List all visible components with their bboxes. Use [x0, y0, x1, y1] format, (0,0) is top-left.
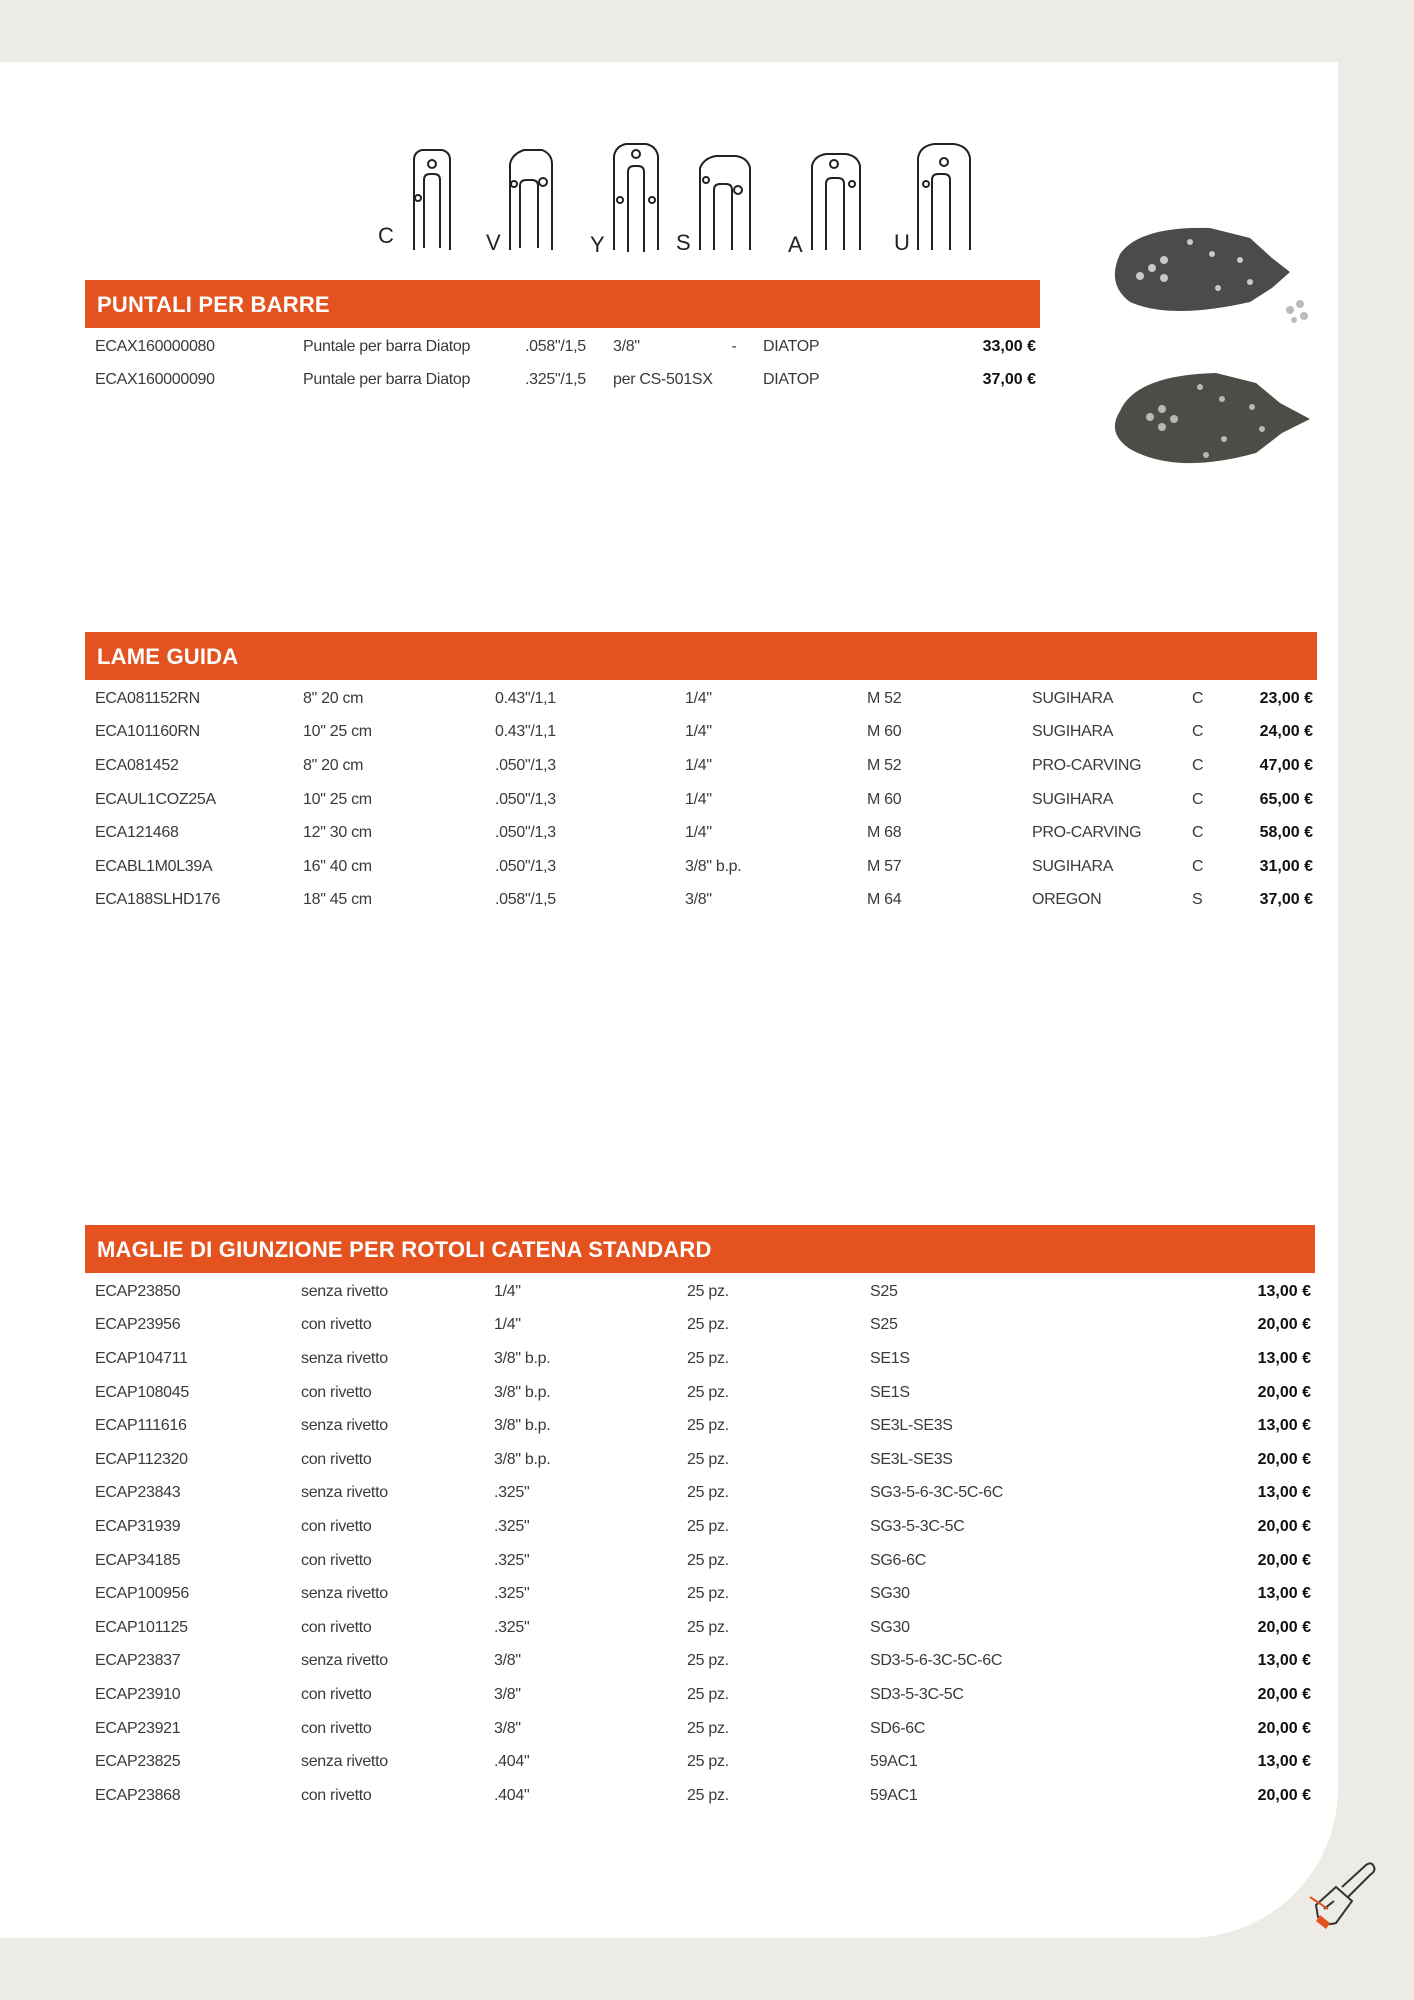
cell-type: C [1192, 756, 1204, 774]
cell-qty: 25 pz. [687, 1349, 729, 1367]
cell-brand: PRO-CARVING [1032, 756, 1142, 774]
cell-qty: 25 pz. [687, 1282, 729, 1300]
maglia-row [85, 1510, 1315, 1544]
cell-length: 8" 20 cm [303, 689, 364, 707]
cell-price: 37,00 € [982, 371, 1036, 389]
cell-code: ECAP23837 [95, 1652, 181, 1670]
maglia-row [85, 1376, 1315, 1410]
cell-gauge: .050"/1,3 [495, 857, 556, 875]
cell-chain: SD6-6C [870, 1719, 926, 1737]
diagram-label-a: A [788, 232, 803, 257]
cell-price: 13,00 € [1257, 1484, 1311, 1502]
cell-price: 20,00 € [1257, 1517, 1311, 1535]
lama-row [85, 884, 1317, 918]
cell-code: ECAP100956 [95, 1585, 189, 1603]
cell-links: M 57 [867, 857, 902, 875]
cell-price: 20,00 € [1257, 1685, 1311, 1703]
cell-length: 10" 25 cm [303, 790, 372, 808]
cell-qty: 25 pz. [687, 1383, 729, 1401]
cell-code: ECA188SLHD176 [95, 891, 221, 909]
cell-pitch: 3/8" [494, 1685, 521, 1703]
cell-pitch: 3/8" b.p. [494, 1417, 551, 1435]
cell-rivet: con rivetto [301, 1383, 372, 1401]
cell-pitch: 1/4" [494, 1282, 521, 1300]
diagram-label-c: C [378, 223, 394, 248]
cell-price: 13,00 € [1257, 1585, 1311, 1603]
cell-qty: 25 pz. [687, 1652, 729, 1670]
cell-chain: S25 [870, 1282, 898, 1300]
cell-price: 31,00 € [1259, 857, 1313, 875]
section-header-maglie: MAGLIE DI GIUNZIONE PER ROTOLI CATENA STANDARD [85, 1225, 1315, 1273]
cell-chain: SE3L-SE3S [870, 1450, 953, 1468]
cell-qty: 25 pz. [687, 1450, 729, 1468]
cell-qty: 25 pz. [687, 1517, 729, 1535]
cell-chain: SE3L-SE3S [870, 1417, 953, 1435]
cell-price: 20,00 € [1257, 1786, 1311, 1804]
puntali-row [85, 330, 1040, 364]
cell-price: 13,00 € [1257, 1417, 1311, 1435]
cell-rivet: con rivetto [301, 1719, 372, 1737]
maglia-row [85, 1745, 1315, 1779]
cell-pitch: .325" [494, 1618, 530, 1636]
cell-price: 13,00 € [1257, 1652, 1311, 1670]
cell-code: ECAP104711 [95, 1349, 188, 1367]
cell-rivet: con rivetto [301, 1517, 372, 1535]
cell-length: 10" 25 cm [303, 723, 372, 741]
cell-code: ECAP23910 [95, 1685, 181, 1703]
lama-row [85, 816, 1317, 850]
cell-brand: SUGIHARA [1032, 689, 1114, 707]
cell-pitch: 3/8" b.p. [494, 1450, 551, 1468]
bar-shape-s [700, 156, 750, 250]
cell-price: 37,00 € [1259, 891, 1313, 909]
cell-pitch: 3/8" [613, 337, 640, 355]
cell-length: 18" 45 cm [303, 891, 372, 909]
cell-pitch: 3/8" b.p. [494, 1383, 551, 1401]
diagram-label-v: V [486, 230, 501, 255]
cell-fit: - [731, 337, 737, 355]
cell-links: M 52 [867, 756, 902, 774]
cell-pitch: .325" [494, 1585, 530, 1603]
cell-brand: SUGIHARA [1032, 723, 1114, 741]
maglia-row [85, 1611, 1315, 1645]
cell-price: 13,00 € [1257, 1282, 1311, 1300]
cell-pitch: 3/8" [494, 1652, 521, 1670]
cell-price: 58,00 € [1259, 824, 1313, 842]
cell-pitch: 1/4" [685, 689, 712, 707]
cell-brand: DIATOP [763, 371, 820, 389]
lama-row [85, 716, 1317, 750]
cell-rivet: con rivetto [301, 1786, 372, 1804]
cell-pitch: 3/8" b.p. [685, 857, 742, 875]
cell-length: 8" 20 cm [303, 756, 364, 774]
table-lame-guida [85, 682, 1317, 917]
cell-rivet: senza rivetto [301, 1753, 388, 1771]
maglia-row [85, 1477, 1315, 1511]
cell-rivet: senza rivetto [301, 1484, 388, 1502]
cell-qty: 25 pz. [687, 1685, 729, 1703]
maglia-row [85, 1342, 1315, 1376]
cell-code: ECAX160000090 [95, 371, 215, 389]
cell-rivet: senza rivetto [301, 1417, 388, 1435]
section-header-lame-guida: LAME GUIDA [85, 632, 1317, 680]
cell-pitch: 1/4" [685, 723, 712, 741]
cell-price: 33,00 € [982, 337, 1036, 355]
cell-brand: OREGON [1032, 891, 1102, 909]
chainsaw-logo-icon [1306, 1857, 1378, 1937]
maglia-row [85, 1645, 1315, 1679]
cell-rivet: con rivetto [301, 1551, 372, 1569]
diagram-label-y: Y [590, 232, 605, 257]
cell-type: C [1192, 790, 1204, 808]
cell-type: C [1192, 723, 1204, 741]
cell-qty: 25 pz. [687, 1316, 729, 1334]
cell-price: 13,00 € [1257, 1753, 1311, 1771]
cell-brand: DIATOP [763, 337, 820, 355]
cell-gauge: .325"/1,5 [525, 371, 586, 389]
cell-gauge: .050"/1,3 [495, 824, 556, 842]
cell-qty: 25 pz. [687, 1618, 729, 1636]
cell-gauge: .058"/1,5 [525, 337, 586, 355]
cell-pitch: 1/4" [685, 824, 712, 842]
cell-code: ECABL1M0L39A [95, 857, 213, 875]
cell-price: 20,00 € [1257, 1450, 1311, 1468]
maglia-row [85, 1544, 1315, 1578]
maglia-row [85, 1577, 1315, 1611]
cell-qty: 25 pz. [687, 1551, 729, 1569]
cell-pitch: .325" [494, 1517, 530, 1535]
cell-code: ECAP23868 [95, 1786, 181, 1804]
cell-links: M 68 [867, 824, 902, 842]
table-puntali [85, 330, 1040, 397]
cell-links: M 60 [867, 723, 902, 741]
cell-chain: SD3-5-3C-5C [870, 1685, 964, 1703]
cell-length: 16" 40 cm [303, 857, 372, 875]
cell-links: M 60 [867, 790, 902, 808]
maglia-row [85, 1275, 1315, 1309]
cell-chain: SG30 [870, 1585, 910, 1603]
cell-code: ECAP23956 [95, 1316, 181, 1334]
cell-code: ECA121468 [95, 824, 179, 842]
cell-code: ECAUL1COZ25A [95, 790, 216, 808]
cell-code: ECAP23921 [95, 1719, 181, 1737]
diagram-label-u: U [894, 230, 910, 255]
cell-code: ECAP101125 [95, 1618, 188, 1636]
cell-code: ECAP34185 [95, 1551, 181, 1569]
cell-price: 20,00 € [1257, 1551, 1311, 1569]
cell-price: 23,00 € [1259, 689, 1313, 707]
cell-type: C [1192, 689, 1204, 707]
cell-chain: SG30 [870, 1618, 910, 1636]
cell-chain: S25 [870, 1316, 898, 1334]
cell-links: M 52 [867, 689, 902, 707]
cell-chain: SD3-5-6-3C-5C-6C [870, 1652, 1003, 1670]
cell-code: ECAP31939 [95, 1517, 181, 1535]
sprocket-nose-image-2 [1106, 367, 1326, 477]
cell-qty: 25 pz. [687, 1417, 729, 1435]
cell-qty: 25 pz. [687, 1585, 729, 1603]
bar-shape-u [918, 144, 970, 250]
cell-links: M 64 [867, 891, 902, 909]
cell-pitch: 1/4" [685, 756, 712, 774]
cell-price: 20,00 € [1257, 1316, 1311, 1334]
cell-gauge: .058"/1,5 [495, 891, 556, 909]
bar-shape-v [510, 150, 552, 250]
sprocket-nose-image-1 [1100, 224, 1320, 324]
cell-length: 12" 30 cm [303, 824, 372, 842]
maglia-row [85, 1443, 1315, 1477]
lama-row [85, 850, 1317, 884]
cell-chain: 59AC1 [870, 1786, 918, 1804]
section-header-puntali: PUNTALI PER BARRE [85, 280, 1040, 328]
cell-pitch: .404" [494, 1786, 530, 1804]
maglia-row [85, 1309, 1315, 1343]
cell-rivet: senza rivetto [301, 1282, 388, 1300]
cell-pitch: 1/4" [494, 1316, 521, 1334]
cell-rivet: senza rivetto [301, 1652, 388, 1670]
cell-code: ECA081152RN [95, 689, 200, 707]
cell-brand: SUGIHARA [1032, 790, 1114, 808]
cell-chain: SG6-6C [870, 1551, 926, 1569]
bar-mount-diagram [370, 140, 1010, 260]
cell-gauge: .050"/1,3 [495, 790, 556, 808]
maglia-row [85, 1678, 1315, 1712]
cell-rivet: con rivetto [301, 1316, 372, 1334]
cell-gauge: 0.43"/1,1 [495, 723, 556, 741]
cell-gauge: .050"/1,3 [495, 756, 556, 774]
maglia-row [85, 1779, 1315, 1813]
cell-chain: SE1S [870, 1383, 910, 1401]
cell-price: 13,00 € [1257, 1349, 1311, 1367]
cell-price: 65,00 € [1259, 790, 1313, 808]
cell-qty: 25 pz. [687, 1484, 729, 1502]
cell-chain: SG3-5-3C-5C [870, 1517, 965, 1535]
cell-chain: SE1S [870, 1349, 910, 1367]
cell-chain: SG3-5-6-3C-5C-6C [870, 1484, 1004, 1502]
cell-rivet: con rivetto [301, 1618, 372, 1636]
cell-pitch: 3/8" [685, 891, 712, 909]
cell-code: ECAX160000080 [95, 337, 215, 355]
lama-row [85, 682, 1317, 716]
maglia-row [85, 1712, 1315, 1746]
cell-desc: Puntale per barra Diatop [303, 337, 471, 355]
cell-desc: Puntale per barra Diatop [303, 371, 471, 389]
catalog-page [0, 62, 1338, 1938]
cell-pitch: 3/8" [494, 1719, 521, 1737]
cell-rivet: con rivetto [301, 1685, 372, 1703]
cell-code: ECAP23843 [95, 1484, 181, 1502]
cell-pitch: 3/8" b.p. [494, 1349, 551, 1367]
cell-price: 20,00 € [1257, 1618, 1311, 1636]
lama-row [85, 749, 1317, 783]
diagram-label-s: S [676, 230, 691, 255]
cell-type: C [1192, 857, 1204, 875]
cell-pitch: .404" [494, 1753, 530, 1771]
cell-pitch: .325" [494, 1551, 530, 1569]
cell-code: ECAP111616 [95, 1417, 187, 1435]
cell-code: ECAP23850 [95, 1282, 181, 1300]
cell-code: ECA101160RN [95, 723, 200, 741]
cell-qty: 25 pz. [687, 1719, 729, 1737]
cell-qty: 25 pz. [687, 1753, 729, 1771]
table-maglie [85, 1275, 1315, 1813]
cell-rivet: senza rivetto [301, 1349, 388, 1367]
cell-brand: PRO-CARVING [1032, 824, 1142, 842]
maglia-row [85, 1409, 1315, 1443]
cell-brand: SUGIHARA [1032, 857, 1114, 875]
cell-price: 47,00 € [1259, 756, 1313, 774]
cell-code: ECAP112320 [95, 1450, 188, 1468]
cell-rivet: con rivetto [301, 1450, 372, 1468]
cell-qty: 25 pz. [687, 1786, 729, 1804]
cell-pitch: per CS-501SX [613, 371, 713, 389]
cell-price: 24,00 € [1259, 723, 1313, 741]
cell-code: ECA081452 [95, 756, 179, 774]
cell-chain: 59AC1 [870, 1753, 918, 1771]
cell-pitch: 1/4" [685, 790, 712, 808]
cell-type: C [1192, 824, 1204, 842]
cell-pitch: .325" [494, 1484, 530, 1502]
cell-code: ECAP23825 [95, 1753, 181, 1771]
cell-rivet: senza rivetto [301, 1585, 388, 1603]
cell-code: ECAP108045 [95, 1383, 189, 1401]
cell-type: S [1192, 891, 1203, 909]
cell-price: 20,00 € [1257, 1383, 1311, 1401]
cell-price: 20,00 € [1257, 1719, 1311, 1737]
cell-gauge: 0.43"/1,1 [495, 689, 556, 707]
lama-row [85, 783, 1317, 817]
puntali-row [85, 364, 1040, 398]
